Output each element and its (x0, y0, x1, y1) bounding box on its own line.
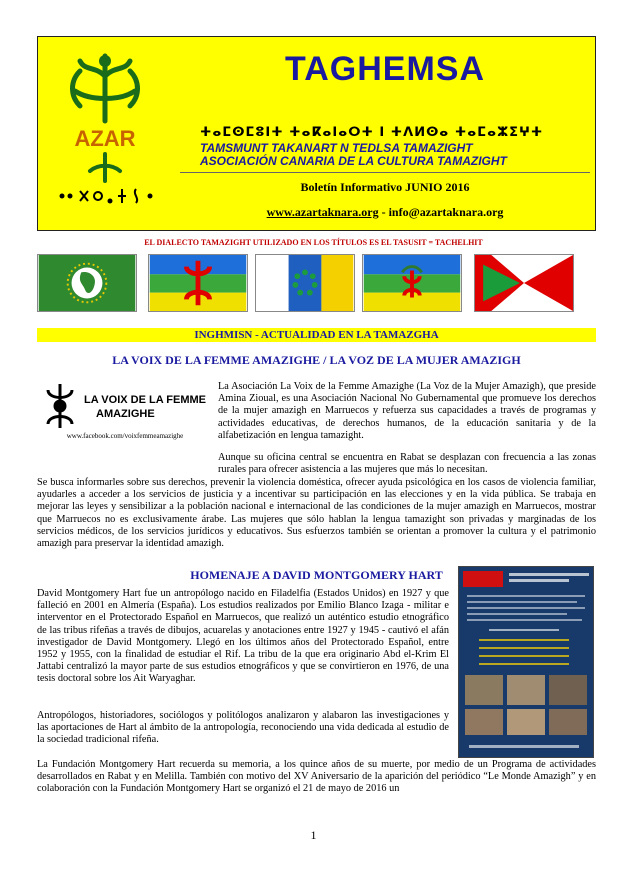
voix-logo-line1: LA VOIX DE LA FEMME (84, 394, 207, 406)
article1-paragraph-2-start: Aunque su oficina central se encuentra en Rabat se desplazan con frecuencia a las zonas rurales para ofrecer asistencia a las mujeres que más lo necesitan. (218, 452, 596, 476)
association-name-spanish: ASOCIACIÓN CANARIA DE LA CULTURA TAMAZIGHT (200, 154, 507, 168)
kabyle-flag (362, 254, 462, 312)
facebook-link[interactable]: www.facebook.com/voixfemmeamazighe (66, 432, 184, 440)
logo-text: AZAR (74, 126, 136, 151)
bulletin-date: Boletín Informativo JUNIO 2016 (300, 180, 470, 194)
african-union-flag (37, 254, 137, 312)
article-title-hart: HOMENAJE A DAVID MONTGOMERY HART (190, 568, 443, 582)
voix-emblem-icon (40, 380, 80, 432)
article-title-voix: LA VOIX DE LA FEMME AMAZIGHE / LA VOZ DE LA MUJER AMAZIGH (112, 353, 521, 367)
voix-femme-logo (40, 380, 210, 432)
azar-logo (40, 46, 170, 226)
article2-paragraph-2: Antropólogos, historiadores, sociólogos y politólogos analizaron y alabaron las investigaciones y las aportaciones de Hart al ámbito de la antropología, reconociendo una vida dedicada al estudio de la sociedad tradicional rifeña. (37, 710, 449, 746)
section-heading-bar: INGHMISN - ACTUALIDAD EN LA TAMAZGHA (37, 328, 596, 342)
canary-independence-flag (255, 254, 355, 312)
email-text: - info@azartaknara.org (378, 205, 504, 219)
dialect-note: EL DIALECTO TAMAZIGHT UTILIZADO EN LOS TÍTULOS ES EL TASUSIT = TACHELHIT (144, 238, 483, 247)
article2-paragraph-1: David Montgomery Hart fue un antropólogo nacido en Filadelfia (Estados Unidos) en 1927 y que falleció en 2001 en Almería (España). Los estudios realizados por Emilio Blanco Izaga - militar e interventor en el Protectorado Español en Marruecos, que realizó un auténtico estudio etnográfico de las tribus rifeñas a través de dibujos, acuarelas y anotaciones entre 1927 y 1945 - cautivó el afán investigador de David Montgomery. Llegó en los últimos años del Protectorado Español, entre 1952 y 1955, con la finalidad de estudiar el Rif. La tribu de la que era originario Abd el-Krim El Jattabi centralizó la mayor parte de sus estudios etnográficos y que se convirtieron en 1976, de una tesis doctoral sobre los Ait Waryaghar. (37, 588, 449, 685)
header-rule (180, 172, 590, 173)
article2-paragraph-3: La Fundación Montgomery Hart recuerda su memoria, a los quince años de su muerte, por medio de un Programa de actividades desarrollados en Rabat y en Melilla. También con motivo del XV Aniversario de la aparición del periódico “Le Monde Amazigh” y en colaboración con la Fundación Montgomery Hart se organizó el 21 de mayo de 2016 un (37, 759, 596, 795)
page-number: 1 (310, 828, 317, 842)
event-poster-image (458, 566, 594, 758)
contact-line (180, 205, 590, 220)
amazigh-flag (148, 254, 248, 312)
article1-paragraph-2-rest: Se busca informarles sobre sus derechos, prevenir la violencia doméstica, ofrecer ayuda psicológica en los casos de violencia familiar, ayudarles a acceder a los servicios de justicia y a incentivar su participación en las elecciones y en la vida pública. Se trabaja en mejorar las leyes y sensibilizar a la población nacional e internacional de las condiciones de la mujer amazigh en Marruecos, mostrar que Marruecos no es exclusivamente árabe. Las mujeres que sólo hablan la lengua tamazight son privadas y marginadas de los servicios médicos, de los servicios jurídicos y educativos. Sus esfuerzos también se orientan a promover la cultura y el patrimonio amazigh para preservar la identidad amazigh. (37, 477, 596, 550)
tifinagh-subtitle: ⵜⴰⵎⵙⵎⵓⵏⵜ ⵜⴰⴽⴰⵏⴰⵔⵜ ⵏ ⵜⴷⵍⵙⴰ ⵜⴰⵎⴰⵣⵉⵖⵜ (200, 125, 544, 140)
association-name-tamazight: TAMSMUNT TAKANART N TEDLSA TAMAZIGHT (200, 141, 473, 155)
website-link[interactable]: www.azartaknara.org (266, 205, 379, 219)
newsletter-title: TAGHEMSA (284, 50, 486, 88)
voix-logo-line2: AMAZIGHE (96, 408, 155, 420)
article1-paragraph-1: La Asociación La Voix de la Femme Amazighe (La Voz de la Mujer Amazigh), que preside Amina Zioual, es una Asociación Nacional No Gubernamental que promueve los derechos de la mujer amazigh en Marruecos y refuerza sus capacidades a través de programas y actividades educativas, de derechos humanos, de la educación sanitaria y de la alfabetización en lengua tamazight. (218, 381, 596, 441)
rif-republic-flag (474, 254, 574, 312)
